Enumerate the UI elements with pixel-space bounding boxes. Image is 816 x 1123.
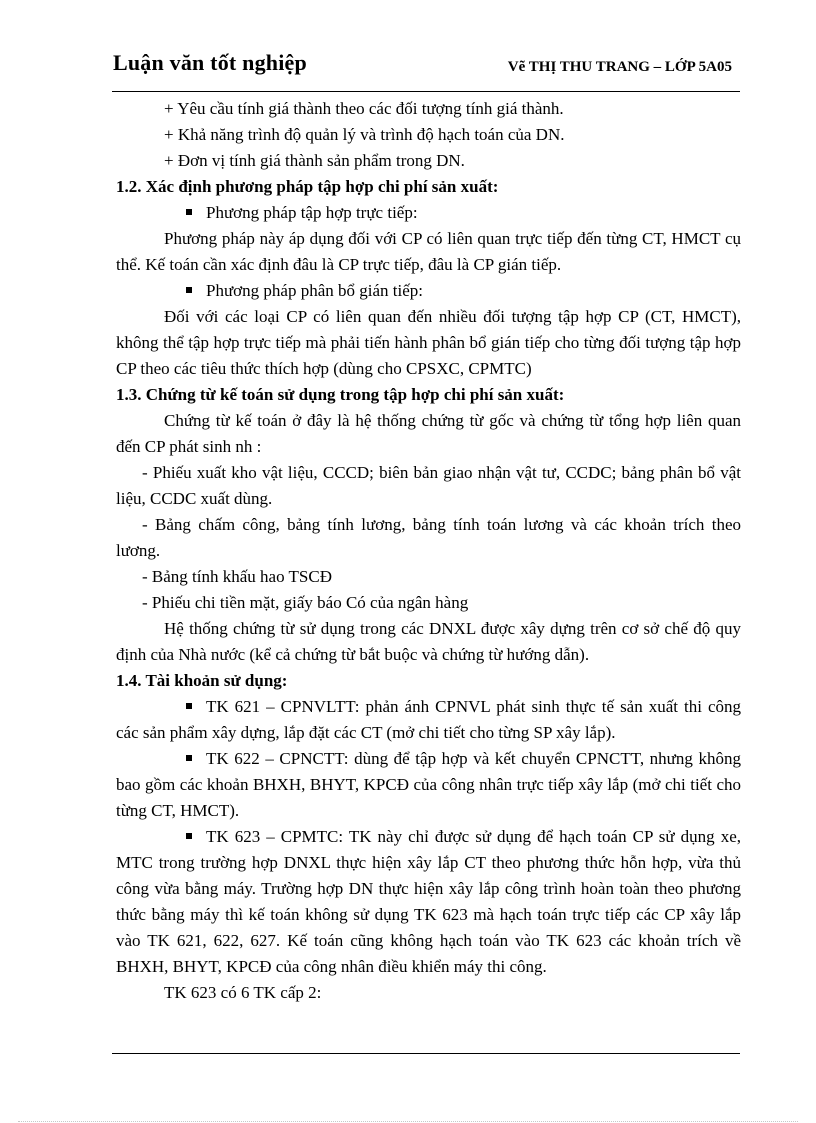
square-bullet-icon [186,833,192,839]
factor-line-3: + Đơn vị tính giá thành sản phẩm trong DN. [164,151,465,170]
paragraph: Đối với các loại CP có liên quan đến nhiều đối tượng tập hợp CP (CT, HMCT), không thể tập hợp trực tiếp mà phải tiến hành phân bổ gián tiếp cho từng đối tượng tập hợp CP theo các tiêu thức thích hợp (dùng cho CPSXC, CPMTC) [116,307,741,378]
footer-rule [112,1053,740,1054]
paragraph: Hệ thống chứng từ sử dụng trong các DNXL được xây dựng trên cơ sở chế độ quy định của Nhà nước (kể cả chứng từ bắt buộc và chứng từ hướng dẫn). [116,619,741,664]
square-bullet-icon [186,209,192,215]
bullet-text: Phương pháp phân bổ gián tiếp: [206,281,423,300]
square-bullet-icon [186,703,192,709]
account-item-623 [116,824,741,980]
header-author: Vẽ THỊ THU TRANG – LỚP 5A05 [507,59,732,75]
account-item-621 [116,694,741,746]
bullet-item [116,278,741,304]
paragraph: TK 623 có 6 TK cấp 2: [164,983,322,1002]
section-heading-1-4: 1.4. Tài khoản sử dụng: [116,671,288,690]
dash-item: - Bảng tính khấu hao TSCĐ [142,567,332,586]
paragraph: Phương pháp này áp dụng đối với CP có liên quan trực tiếp đến từng CT, HMCT cụ thể. Kế toán cần xác định đâu là CP trực tiếp, đâu là CP gián tiếp. [116,229,741,274]
dash-item: - Phiếu xuất kho vật liệu, CCCD; biên bản giao nhận vật tư, CCDC; bảng phân bổ vật liệu, CCDC xuất dùng. [116,463,741,508]
account-item-622 [116,746,741,824]
factor-line-2: + Khả năng trình độ quản lý và trình độ hạch toán của DN. [164,125,565,144]
paragraph: Chứng từ kế toán ở đây là hệ thống chứng từ gốc và chứng từ tổng hợp liên quan đến CP phát sinh nh : [116,411,741,456]
account-text: TK 621 – CPNVLTT: phản ánh CPNVL phát sinh thực tế sản xuất thi công các sản phẩm xây dựng, lắp đặt các CT (mở chi tiết cho từng SP xây lắp). [116,697,741,742]
dash-item: - Bảng chấm công, bảng tính lương, bảng tính toán lương và các khoản trích theo lương. [116,515,741,560]
account-text: TK 622 – CPNCTT: dùng để tập hợp và kết chuyển CPNCTT, nhưng không bao gồm các khoản BHXH, BHYT, KPCĐ của công nhân trực tiếp xây lắp (mở chi tiết cho từng CT, HMCT). [116,749,741,820]
header-title: Luận văn tốt nghiệp [113,50,307,75]
bullet-text: Phương pháp tập hợp trực tiếp: [206,203,418,222]
dash-item: - Phiếu chi tiền mặt, giấy báo Có của ngân hàng [142,593,469,612]
page-edge-dotted-line [18,1121,798,1122]
section-heading-1-3: 1.3. Chứng từ kế toán sử dụng trong tập hợp chi phí sản xuất: [116,385,565,404]
page-body [116,96,741,1006]
square-bullet-icon [186,755,192,761]
header-rule [112,91,740,92]
factor-line-1: + Yêu cầu tính giá thành theo các đối tượng tính giá thành. [164,99,564,118]
square-bullet-icon [186,287,192,293]
section-heading-1-2: 1.2. Xác định phương pháp tập hợp chi phí sản xuất: [116,177,499,196]
account-text: TK 623 – CPMTC: TK này chỉ được sử dụng để hạch toán CP sử dụng xe, MTC trong trường hợp DNXL thực hiện xây lắp CT theo phương thức hỗn hợp, vừa thủ công vừa bằng máy. Trường hợp DN thực hiện xây lắp công trình hoàn toàn theo phương thức bằng máy thì kế toán không sử dụng TK 623 mà hạch toán trực tiếp các CP xây lắp vào TK 621, 622, 627. Kế toán cũng không hạch toán vào TK 623 các khoản trích về BHXH, BHYT, KPCĐ của công nhân điều khiển máy thi công. [116,827,741,976]
bullet-item [116,200,741,226]
